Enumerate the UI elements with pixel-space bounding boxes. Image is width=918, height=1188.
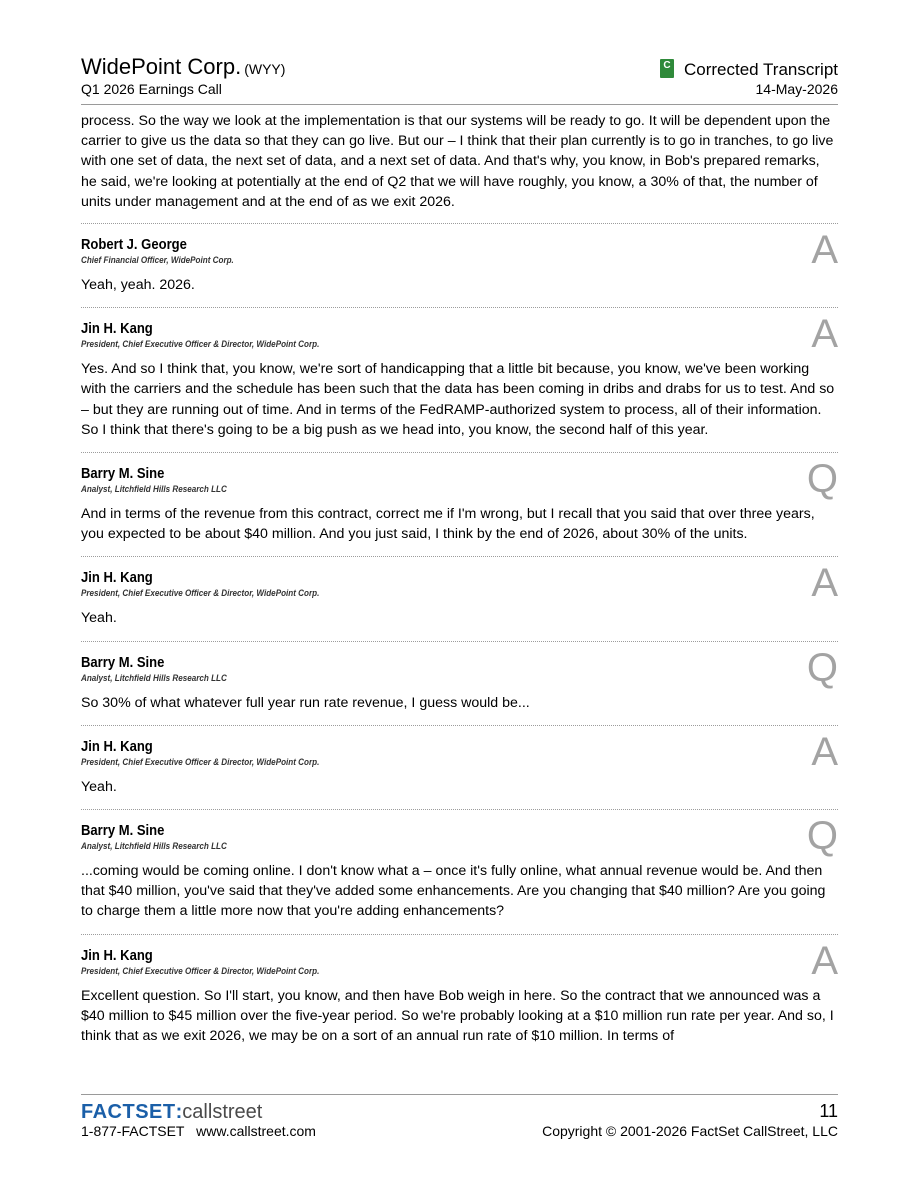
answer-text: Yeah. [81, 610, 117, 627]
speaker-name: Jin H. Kang [81, 738, 153, 755]
event-date: 14-May-2026 [755, 81, 838, 97]
speaker-title: Analyst, Litchfield Hills Research LLC [81, 484, 227, 495]
answer-text: Yes. And so I think that, you know, we're sort of handicapping that a little bit because, you know, we've been working with the carriers and the schedule has been such that the data has been coming in dribs and drabs for us to test. And so – but they are running out of time. And in terms of the FedRAMP-authorized system to process, all of their information. So I think that there's going to be a big push as we head into, you know, the second half of this year. [81, 361, 835, 438]
transcript-entry [81, 223, 838, 307]
question-marker: Q [806, 814, 838, 859]
transcript-entry [81, 809, 838, 934]
answer-marker: A [811, 312, 838, 357]
speaker-name: Barry M. Sine [81, 654, 165, 671]
question-text: And in terms of the revenue from this contract, correct me if I'm wrong, but I recall that you said that over three years, you expected to be about $40 million. And you just said, I think by the end of 2026, about 30% of the units. [81, 506, 815, 543]
company-name: WidePoint Corp. (WYY) [81, 54, 286, 79]
event-name: Q1 2026 Earnings Call [81, 81, 222, 97]
page-number: 11 [819, 1101, 838, 1121]
page-header [81, 52, 838, 105]
page-footer [81, 1094, 838, 1145]
speaker-title: President, Chief Executive Officer & Director, WidePoint Corp. [81, 339, 320, 350]
copyright-notice: Copyright © 2001-2026 FactSet CallStreet, LLC [542, 1123, 838, 1139]
answer-marker: A [811, 228, 838, 273]
transcript-entry [81, 725, 838, 809]
speaker-name: Barry M. Sine [81, 823, 165, 840]
speaker-title: Analyst, Litchfield Hills Research LLC [81, 672, 227, 683]
answer-marker: A [811, 729, 838, 774]
website-link[interactable]: www.callstreet.com [196, 1123, 316, 1139]
transcript-entry [81, 641, 838, 725]
continued-answer [81, 111, 838, 223]
answer-text: Yeah, yeah. 2026. [81, 277, 195, 294]
speaker-name: Robert J. George [81, 237, 187, 254]
answer-text: process. So the way we look at the implementation is that our systems will be ready to go. It will be dependent upon the carrier to give us the data so that they can go live. But our – I think that their plan currently is to go in tranches, to go live with one set of data, the next set of data, and a next set of data. And that's why, you know, in Bob's prepared remarks, he said, we're looking at potentially at the end of Q2 that we will have roughly, you know, a 30% of that, the number of units under management and at the end of as we exit 2026. [81, 113, 834, 210]
speaker-name: Jin H. Kang [81, 947, 153, 964]
transcript-entry [81, 556, 838, 640]
speaker-title: President, Chief Executive Officer & Director, WidePoint Corp. [81, 756, 320, 767]
transcript-entry [81, 307, 838, 452]
factset-callstreet-logo: FACTSET:callstreet [81, 1101, 263, 1123]
speaker-title: President, Chief Executive Officer & Director, WidePoint Corp. [81, 965, 320, 976]
speaker-title: Chief Financial Officer, WidePoint Corp. [81, 255, 234, 266]
question-marker: Q [806, 457, 838, 502]
answer-marker: A [811, 561, 838, 606]
document-type: Corrected Transcript [684, 60, 838, 79]
speaker-name: Jin H. Kang [81, 570, 153, 587]
question-marker: Q [806, 645, 838, 690]
question-text: ...coming would be coming online. I don't know what a – once it's fully online, what annual revenue would be. And then that $40 million, you've said that they've added some enhancements. Are you changing that $40 million? Are you going to charge them a little more now that you're adding enhancements? [81, 863, 826, 920]
speaker-name: Jin H. Kang [81, 321, 153, 338]
phone-number: 1-877-FACTSET [81, 1123, 185, 1139]
transcript-entry [81, 452, 838, 556]
speaker-name: Barry M. Sine [81, 466, 165, 483]
ticker: (WYY) [244, 61, 286, 77]
corrected-transcript-icon: C [660, 59, 674, 78]
answer-text: Excellent question. So I'll start, you know, and then have Bob weigh in here. So the contract that we announced was a $40 million to $45 million over the five-year period. So we're probably looking at a $10 million run rate per year. And so, I think that as we exit 2026, we may be on a sort of an annual run rate of $10 million. In terms of [81, 987, 834, 1045]
speaker-title: Analyst, Litchfield Hills Research LLC [81, 841, 227, 852]
speaker-title: President, Chief Executive Officer & Director, WidePoint Corp. [81, 588, 320, 599]
transcript-entry [81, 934, 838, 1059]
question-text: So 30% of what whatever full year run rate revenue, I guess would be... [81, 694, 530, 711]
transcript-body [81, 111, 838, 1058]
answer-text: Yeah. [81, 778, 117, 795]
answer-marker: A [811, 938, 838, 983]
contact-info [81, 1123, 316, 1139]
